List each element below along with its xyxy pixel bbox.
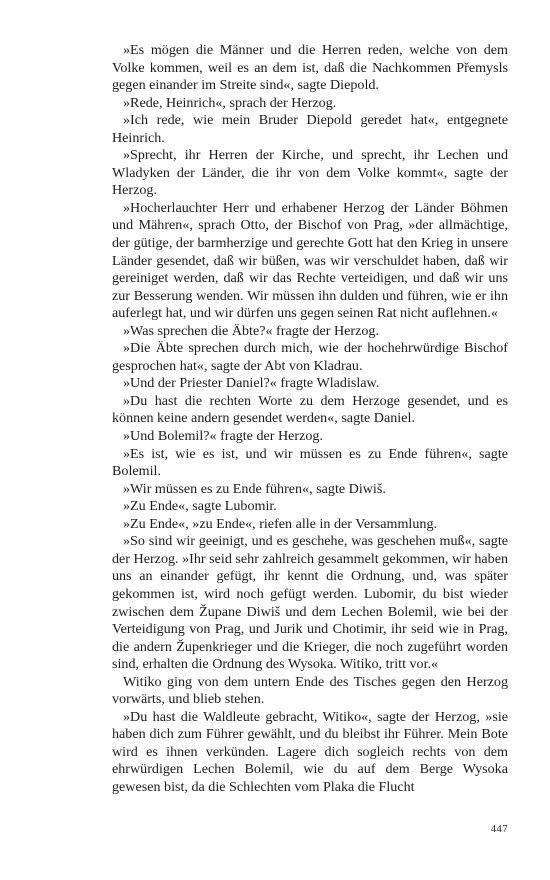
page-number: 447 — [490, 823, 508, 835]
paragraph: »Du hast die rechten Worte zu dem Herzoge gesendet, und es können keine andern gesendet werden«, sagte Daniel. — [112, 392, 508, 427]
paragraph: »Es mögen die Männer und die Herren reden, welche von dem Volke kommen, weil es an dem ist, daß die Nachkommen Přemysls gegen einander im Streite sind«, sagte Diepold. — [112, 42, 508, 94]
paragraph: »Ich rede, wie mein Bruder Diepold geredet hat«, entgegnete Heinrich. — [112, 112, 508, 146]
paragraph: Witiko ging von dem untern Ende des Tisches gegen den Herzog vorwärts, und blieb stehen. — [112, 673, 508, 708]
paragraph: »Zu Ende«, »zu Ende«, riefen alle in der Versammlung. — [123, 515, 438, 532]
paragraph: »So sind wir geeinigt, und es geschehe, was geschehen muß«, sagte der Herzog. »Ihr seid sehr zahlreich gesammelt gekommen, wir haben uns an einander gefügt, ihr kennt die Ordnung, und, was später gekommen ist, wird noch gefügt werden. Lubomir, du bist wieder zwischen dem Župane Diwiš und dem Lechen Bolemil, wie bei der Verteidigung von Prag, und Jurik und Chotimir, ihr seid wie in Prag, die andern Župenkrieger und die Krieger, die noch zugeführt worden sind, erhalten die Ordnung des Wysoka. Witiko, tritt vor.« — [112, 533, 508, 673]
paragraph: »Wir müssen es zu Ende führen«, sagte Diwiš. — [123, 480, 386, 497]
paragraph: »Du hast die Waldleute gebracht, Witiko«, sagte der Herzog, »sie haben dich zum Führer gewählt, und du bleibst ihr Führer. Mein Bote wird es ihnen verkünden. Lagere dich sogleich rechts von dem ehrwürdigen Lechen Bolemil, wie du auf dem Berge Wysoka gewesen bist, da die Schlechten vom Plaka die Flucht — [112, 708, 508, 795]
paragraph: »Es ist, wie es ist, und wir müssen es zu Ende führen«, sagte Bolemil. — [112, 445, 508, 480]
body-text — [112, 42, 508, 797]
paragraph: »Und der Priester Daniel?« fragte Wladislaw. — [123, 375, 380, 392]
paragraph: »Und Bolemil?« fragte der Herzog. — [123, 428, 323, 445]
paragraph: »Hocherlauchter Herr und erhabener Herzog der Länder Böhmen und Mähren«, sprach Otto, der Bischof von Prag, »der allmächtige, der gütige, der barmherzige und gerechte Gott hat den Krieg in unsere Länder gesendet, daß wir büßen, was wir verschuldet haben, daß wir gereiniget werden, daß wir das Rechte verteidigen, und daß wir uns zur Besserung wenden. Wir müssen ihn dulden und führen, wie er ihn auferlegt hat, und wir dürfen uns gegen seinen Rat nicht auflehnen.« — [112, 199, 508, 322]
paragraph: »Zu Ende«, sagte Lubomir. — [123, 498, 277, 515]
paragraph: »Was sprechen die Äbte?« fragte der Herzog. — [123, 322, 379, 339]
paragraph: »Die Äbte sprechen durch mich, wie der hochehrwürdige Bischof gesprochen hat«, sagte der Abt von Kladrau. — [112, 340, 508, 374]
paragraph: »Sprecht, ihr Herren der Kirche, und sprecht, ihr Lechen und Wladyken der Länder, die ihr von dem Volke kommt«, sagte der Herzog. — [112, 147, 508, 199]
paragraph: »Rede, Heinrich«, sprach der Herzog. — [123, 94, 337, 111]
